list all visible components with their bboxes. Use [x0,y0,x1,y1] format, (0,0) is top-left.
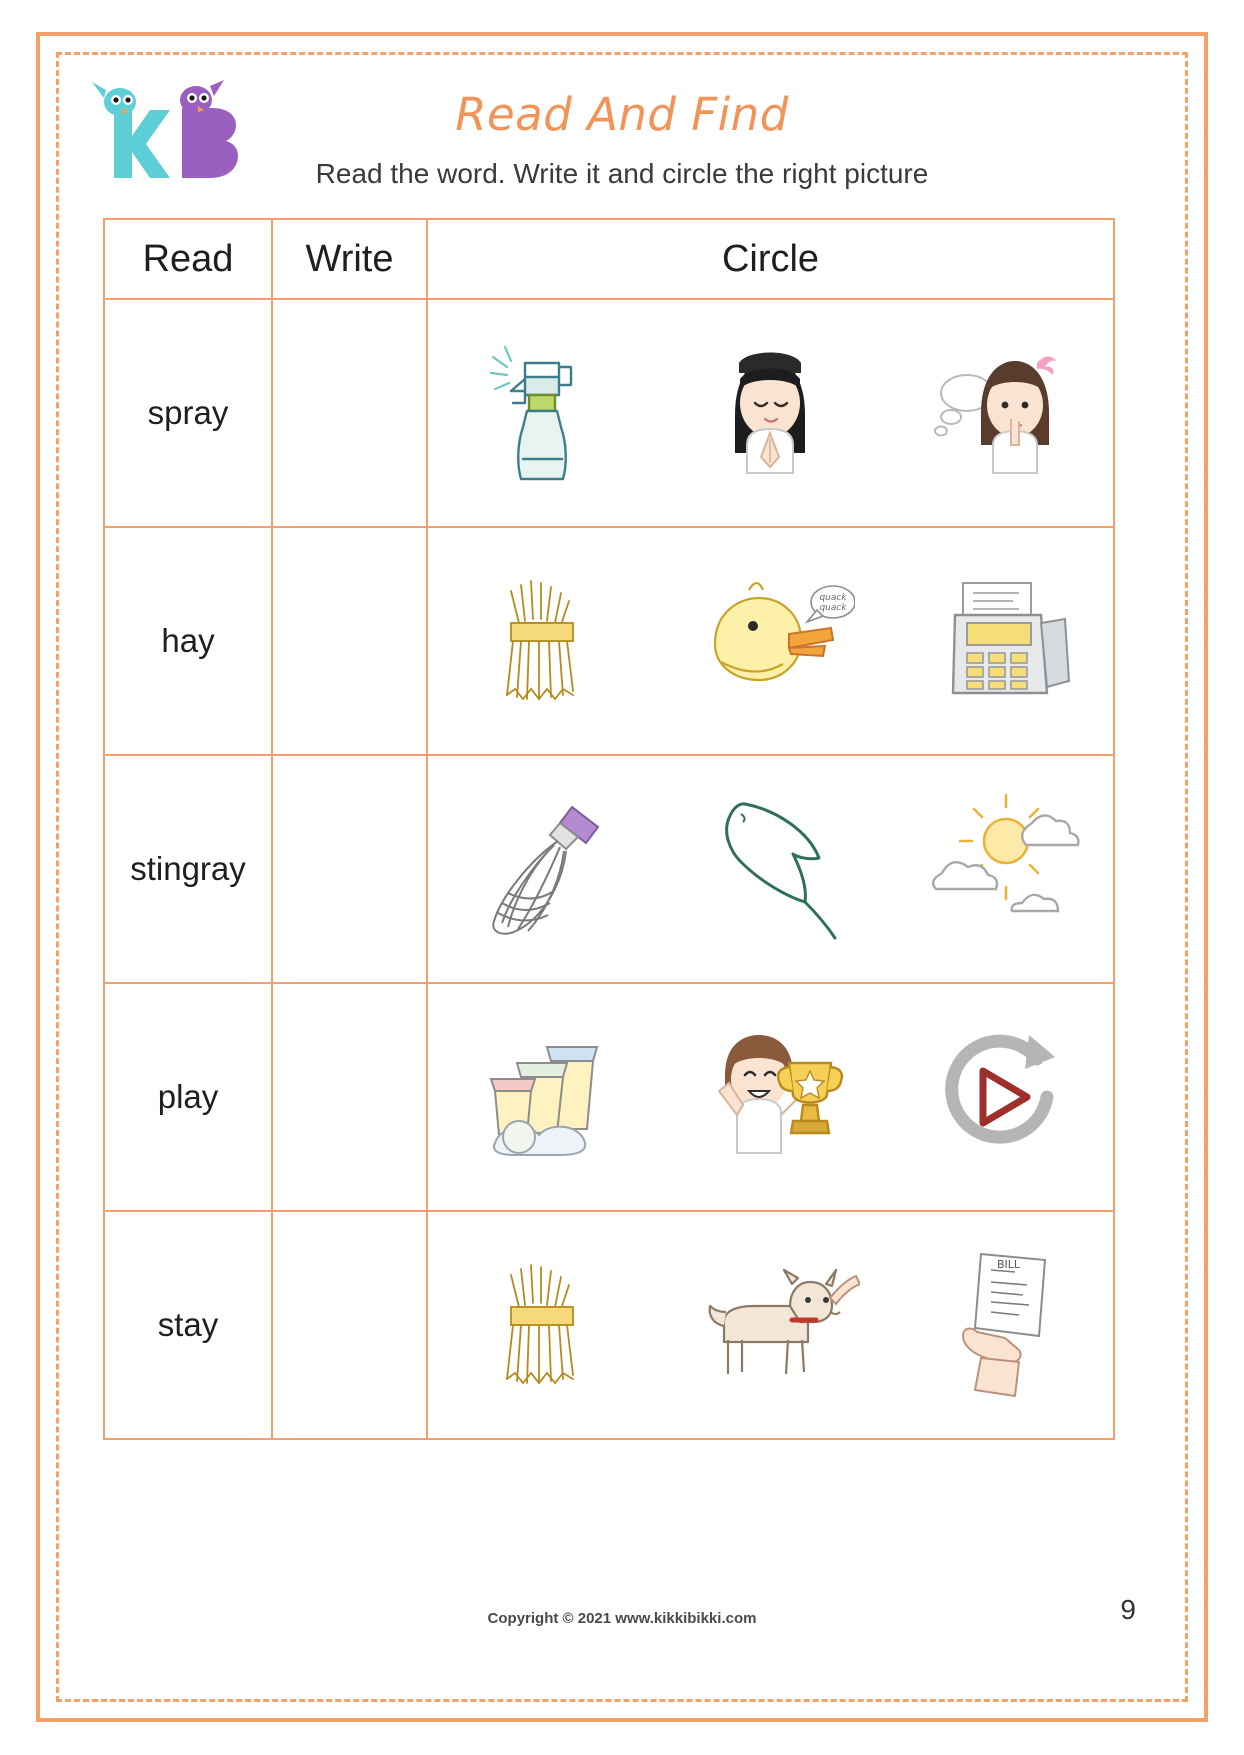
sunny-weather-icon[interactable] [909,779,1089,959]
write-input-cell[interactable] [272,1211,427,1439]
thinking-girl-icon[interactable] [909,323,1089,503]
praying-girl-icon[interactable] [680,323,860,503]
table-row [104,299,1114,527]
column-header-read: Read [104,219,272,299]
play-button-icon[interactable] [909,1007,1089,1187]
write-input-cell[interactable] [272,755,427,983]
circle-options-cell [427,755,1114,983]
circle-options-cell [427,299,1114,527]
svg-text:BILL: BILL [996,1258,1020,1271]
hay-bundle-icon[interactable] [452,1235,632,1415]
boy-with-trophy-icon[interactable] [680,1007,860,1187]
play-dough-icon[interactable] [452,1007,632,1187]
svg-text:quack: quack [819,593,848,603]
column-header-circle: Circle [427,219,1114,299]
hay-bundle-icon[interactable] [452,551,632,731]
bill-in-hand-icon[interactable] [909,1235,1089,1415]
table-row [104,983,1114,1211]
whisk-icon[interactable] [452,779,632,959]
page-title: Read And Find [455,88,789,141]
dog-on-leash-icon[interactable] [680,1235,860,1415]
table-row [104,1211,1114,1439]
quacking-duck-icon[interactable] [680,551,860,731]
write-input-cell[interactable] [272,299,427,527]
column-header-write: Write [272,219,427,299]
spray-bottle-icon[interactable] [452,323,632,503]
write-input-cell[interactable] [272,527,427,755]
circle-options-cell [427,1211,1114,1439]
table-header-row [104,219,1114,299]
stingray-icon[interactable] [680,779,860,959]
table-row [104,755,1114,983]
svg-text:quack: quack [819,603,848,613]
read-word: hay [104,527,272,755]
write-input-cell[interactable] [272,983,427,1211]
circle-options-cell [427,527,1114,755]
page-subtitle: Read the word. Write it and circle the right picture [315,158,929,189]
worksheet-table [103,218,1115,1440]
circle-options-cell [427,983,1114,1211]
page-number: 9 [1120,1594,1136,1625]
read-word: spray [104,299,272,527]
copyright-text: Copyright © 2021 www.kikkibikki.com [487,1610,757,1627]
read-word: play [104,983,272,1211]
read-word: stingray [104,755,272,983]
table-row [104,527,1114,755]
card-payment-terminal-icon[interactable] [909,551,1089,731]
read-word: stay [104,1211,272,1439]
